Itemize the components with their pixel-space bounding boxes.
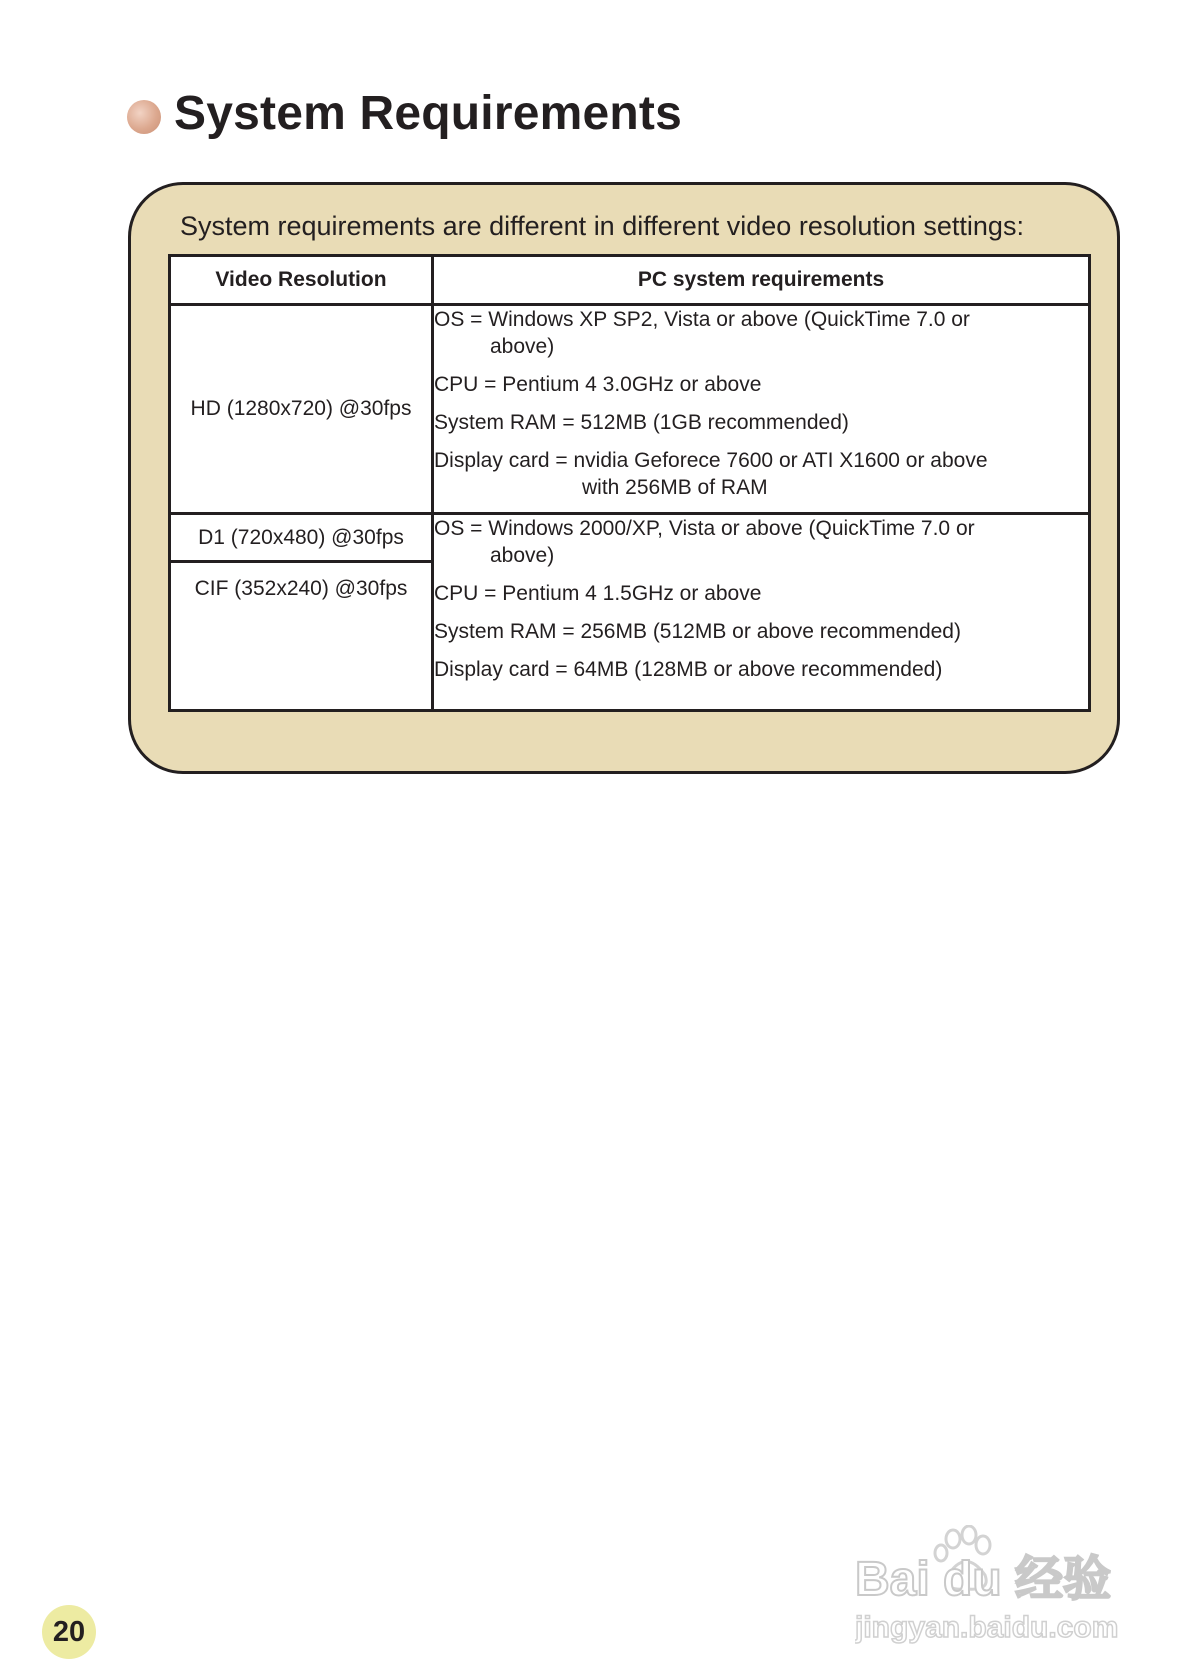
spec-cpu: CPU = Pentium 4 3.0GHz or above: [434, 373, 762, 396]
table-row: [170, 305, 1090, 514]
watermark-brand-text: Bai du 经验: [855, 1553, 1112, 1606]
header-video-resolution: Video Resolution: [170, 256, 433, 305]
spec-os-continuation: above): [490, 544, 555, 568]
spec-os-continuation: above): [490, 335, 555, 358]
requirements-table: [168, 254, 1091, 712]
spec-os-line: OS = Windows 2000/XP, Vista or above (QuickTime 7.0 or: [434, 517, 975, 541]
spec-os: [434, 306, 1088, 360]
spec-ram: System RAM = 512MB (1GB recommended): [434, 411, 849, 434]
spec-os: [434, 515, 1088, 569]
intro-text: System requirements are different in different video resolution settings:: [180, 211, 1024, 241]
spec-cell-hd: [433, 305, 1090, 514]
spec-display-line: Display card = nvidia Geforece 7600 or ATI X1600 or above: [434, 449, 988, 472]
page-number: 20: [42, 1605, 96, 1659]
table-row: [170, 514, 1090, 562]
header-pc-requirements: PC system requirements: [433, 256, 1090, 305]
spec-cpu: CPU = Pentium 4 1.5GHz or above: [434, 582, 762, 606]
resolution-hd: HD (1280x720) @30fps: [170, 305, 433, 514]
resolution-d1: D1 (720x480) @30fps: [170, 514, 433, 562]
spec-cell-d1-cif: [433, 514, 1090, 711]
spec-os-line: OS = Windows XP SP2, Vista or above (QuickTime 7.0 or: [434, 308, 970, 331]
watermark-url-text: jingyan.baidu.com: [855, 1611, 1119, 1644]
baidu-watermark-logo: [855, 1525, 1155, 1650]
title-bullet-icon: [127, 100, 161, 134]
table-header-row: [170, 256, 1090, 305]
resolution-cif: CIF (352x240) @30fps: [170, 561, 433, 710]
spec-ram: System RAM = 256MB (512MB or above recommended): [434, 620, 961, 644]
spec-display: [434, 447, 1088, 501]
page-title: System Requirements: [174, 87, 682, 140]
spec-display-continuation: with 256MB of RAM: [582, 476, 768, 499]
spec-display: Display card = 64MB (128MB or above recommended): [434, 658, 943, 682]
